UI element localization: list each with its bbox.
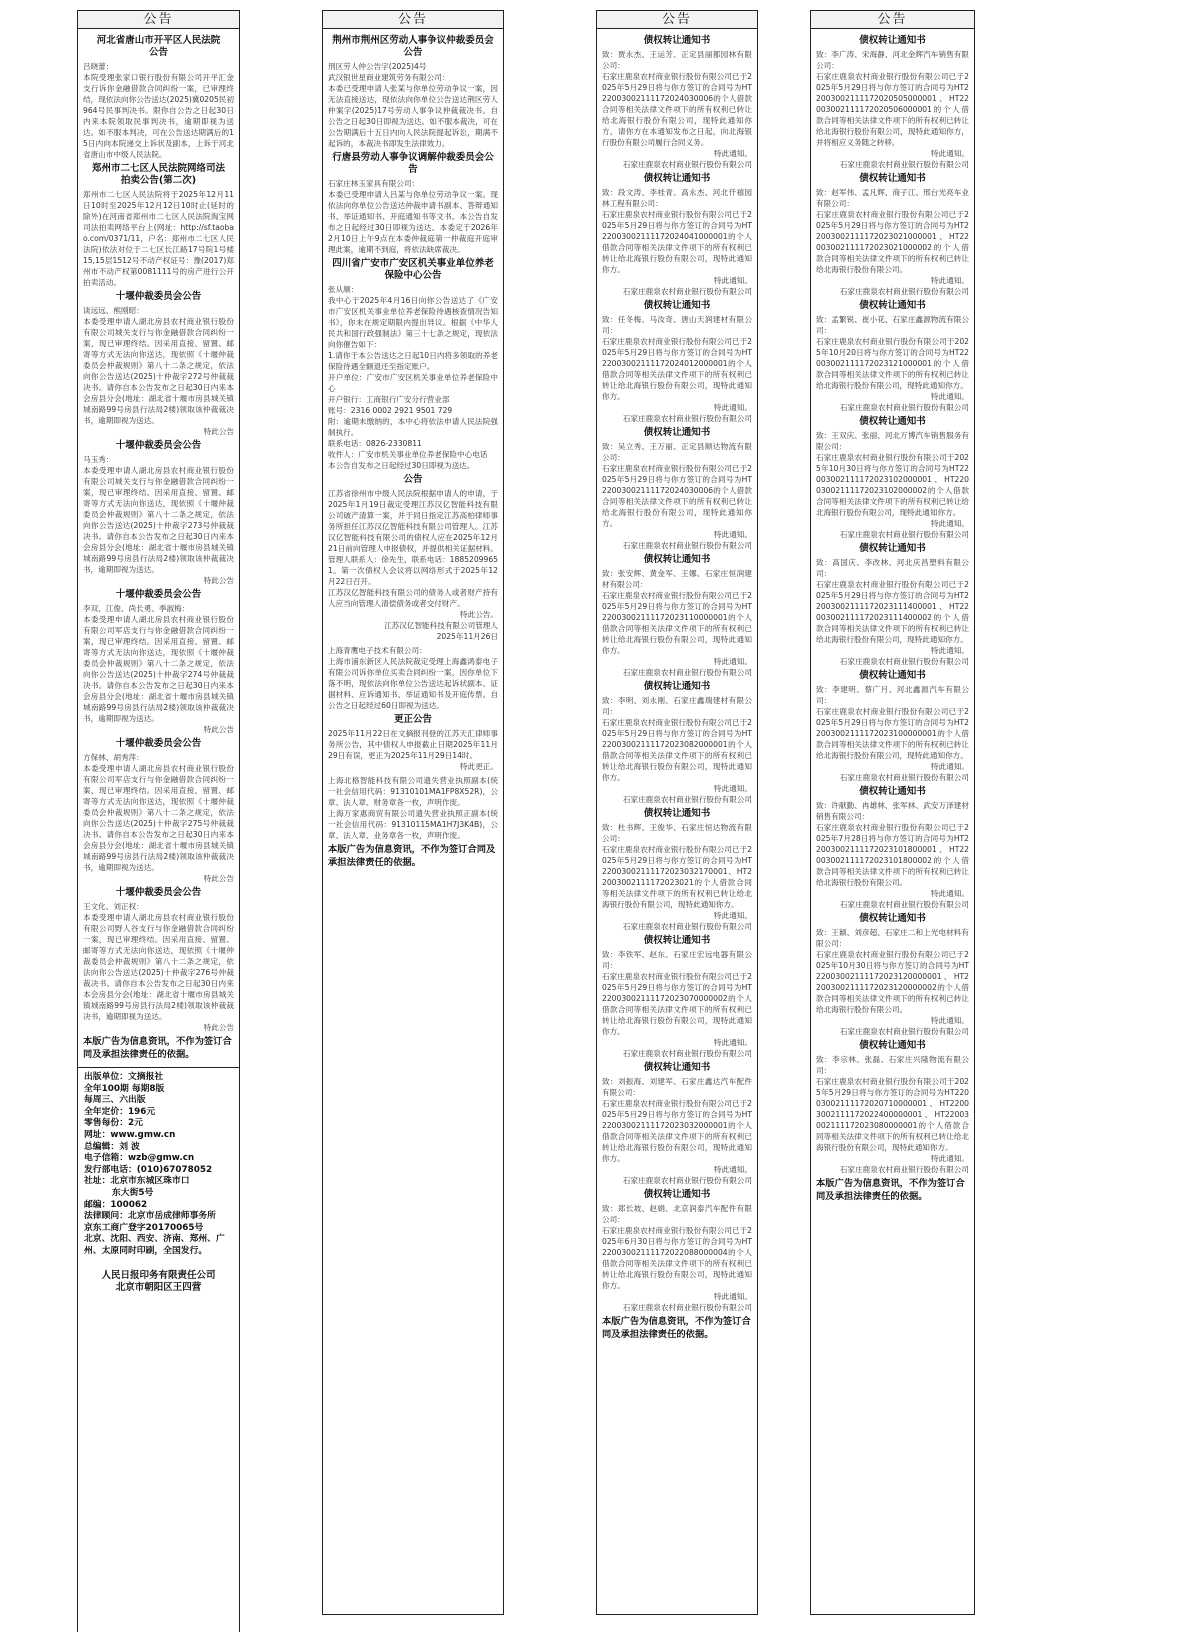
disclaimer: 本版广告为信息资讯，不作为签订合同及承担法律责任的依据。 — [83, 1036, 232, 1060]
notice-title: 债权转让通知书 — [643, 554, 711, 565]
notice-block — [816, 786, 969, 910]
notice-block — [328, 714, 498, 772]
notice-signature: 特此通知。 石家庄鹿泉农村商业银行股份有限公司 — [622, 1292, 752, 1312]
notice-body: 马玉秀： 本委受理申请人湖北房县农村商业银行股份有限公司城关支行与你金融借款合同纠纷一案，现已审理终结。因采用直接、留置、邮寄等方式无法向你送达，现依照《十堰仲裁委员会仲裁规则》第八十二条之规定，依法向你公告送达(2025)十仲裁字273号仲裁裁决书。请你自本公告发布之日起30日内来本会房县分会(地址：湖北省十堰市房县城关镇城南路99号房县行法局2楼)领取该仲裁裁决书，逾期即视为送达。 — [83, 455, 234, 574]
notice-title: 荆州市荆州区劳动人事争议仲裁委员会公告 — [332, 35, 494, 58]
notice-title: 债权转让通知书 — [643, 1062, 711, 1073]
notice-body: 致：郑长坡、赵娟、北京润泰汽车配件有限公司： 石家庄鹿泉农村商业银行股份有限公司已于2025年6月30日将与你方签订的合同号为HT22003002111172022088000004的个人借款合同等相关法律文件项下的所有权利已转让给北海银行股份有限公司，现特此通知你方。 — [602, 1204, 752, 1290]
notice-body: 2025年11月22日在文摘报刊登的江苏天汇律师事务所公告，其中债权人申报截止日期2025年11月29日有误，更正为2025年11月29日14时。 — [328, 729, 498, 760]
notice-signature: 特此通知。 石家庄鹿泉农村商业银行股份有限公司 — [622, 784, 752, 804]
notice-block — [328, 645, 498, 711]
notice-body: 致：李铁军、赵东、石家庄宏远电器有限公司： 石家庄鹿泉农村商业银行股份有限公司已于2025年5月29日将与你方签订的合同号为HT22003002111172023070000002的个人借款合同等相关法律文件项下的所有权利已转让给北海银行股份有限公司，现特此通知你方。 — [602, 950, 752, 1036]
notice-signature: 特此公告 — [203, 427, 234, 436]
notice-body: 致：孟繁锐、崔小花、石家庄鑫源物流有限公司： 石家庄鹿泉农村商业银行股份有限公司于2025年10月20日将与你方签订的合同号为HT22003002111172023121000001的个人借款合同等相关法律文件项下的所有权利已转让给北海银行股份有限公司，现特此通知你方。 — [816, 315, 969, 390]
notice-block — [83, 589, 234, 735]
notice-block — [83, 291, 234, 437]
notice-body: 谈远远、熊刚昭： 本委受理申请人湖北房县农村商业银行股份有限公司城关支行与你金融借款合同纠纷一案，现已审理终结。因采用直接、留置、邮寄等方式无法向你送达，现依照《十堰仲裁委员会仲裁规则》第八十二条之规定，依法向你公告送达(2025)十仲裁字272号仲裁裁决书。请你自本公告发布之日起30日内来本会房县分会(地址：湖北省十堰市房县城关镇城南路99号房县行法局2楼)领取该仲裁裁决书，逾期即视为送达。 — [83, 306, 234, 425]
notice-signature: 特此公告 — [203, 725, 234, 734]
column-body — [78, 29, 239, 1294]
notice-signature: 特此通知。 石家庄鹿泉农村商业银行股份有限公司 — [622, 1038, 752, 1058]
column-body — [323, 29, 503, 869]
notice-list — [83, 35, 234, 1033]
notice-title: 行唐县劳动人事争议调解仲裁委员会公告 — [332, 152, 494, 175]
notice-block — [83, 738, 234, 884]
notice-block — [816, 416, 969, 540]
notice-title: 债权转让通知书 — [859, 670, 926, 681]
notice-title: 四川省广安市广安区机关事业单位养老保险中心公告 — [332, 258, 494, 281]
notice-signature: 特此通知。 石家庄鹿泉农村商业银行股份有限公司 — [622, 657, 752, 677]
notice-block — [816, 913, 969, 1037]
notice-signature: 特此通知。 石家庄鹿泉农村商业银行股份有限公司 — [839, 646, 969, 666]
notice-body: 致：杜书辉、王俊华、石家庄恒达物流有限公司： 石家庄鹿泉农村商业银行股份有限公司已于2025年5月29日将与你方签订的合同号为HT22003002111172023032170001、HT22003002111172023021的个人借款合同等相关法律文件项下的所有权利已转让给北海银行股份有限公司，现特此通知你方。 — [602, 823, 752, 909]
notice-body: 致：李明、刘永刚、石家庄鑫瑞建材有限公司： 石家庄鹿泉农村商业银行股份有限公司已于2025年5月29日将与你方签订的合同号为HT22003002111172023082000001的个人借款合同等相关法律文件项下的所有权利已转让给北海银行股份有限公司，现特此通知你方。 — [602, 696, 752, 782]
notice-title: 河北省唐山市开平区人民法院 公告 — [96, 35, 221, 58]
notice-signature: 特此更正。 — [460, 762, 498, 771]
notice-block — [602, 554, 752, 678]
imprint-line: 总编辑：刘 波 — [84, 1141, 140, 1152]
notice-body: 吕晓蕾： 本院受理张家口银行股份有限公司开平汇金支行诉你金融借款合同纠纷一案，已审理终结，现依法向你公告送达(2025)冀0205民初964号民事判决书。限你自公告之日起30日内来本院领取民事判决书，逾期即视为送达。如不服本判决，可在公告送达期满后的15日内向本院递交上诉状及副本，上诉于河北省唐山市中级人民法院。 — [83, 62, 234, 159]
notice-title: 债权转让通知书 — [643, 808, 711, 819]
notice-list — [328, 35, 498, 841]
notice-block — [602, 35, 752, 170]
notice-title: 债权转让通知书 — [859, 1040, 926, 1051]
imprint-line: 每周三、六出版 — [84, 1095, 146, 1106]
notice-title: 十堰仲裁委员会公告 — [115, 440, 202, 451]
printer-footer: 人民日报印务有限责任公司 北京市朝阳区王四营 — [101, 1269, 216, 1293]
notice-list — [602, 35, 752, 1313]
notice-body: 致：李广涛、宋海静、河北金辉汽车销售有限公司： 石家庄鹿泉农村商业银行股份有限公司已于2025年5月29日将与你方签订的合同号为HT22003002111172020505000001、HT22003002111172020506000001的个人借款合同等相关法律文件项下的所有权利已转让给北海银行股份有限公司，现特此通知你方，并将相应义务随之转移。 — [816, 50, 969, 147]
notice-body: 致：许献勤、冉雄林、张军林、武安万泽建材销售有限公司： 石家庄鹿泉农村商业银行股份有限公司已于2025年7月28日将与你方签订的合同号为HT22003002111172023101800001、HT22003002111172023101800002的个人借款合同等相关法律文件项下的所有权利已转让给北海银行股份有限公司。 — [816, 801, 969, 887]
notice-body: 刑区劳人仲公告字(2025)4号 武汉银世星商业建筑劳务有限公司： 本委已受理申请人张某与你单位劳动争议一案，因无法直接送达，现依法向你单位公告送达荆区劳人仲案字(2025)17号劳动人事争议仲裁裁决书。自公告之日起30日即视为送达。如不服本裁决，可在公告期满后十五日内向人民法院提起诉讼，期满不起诉的，本裁决书即发生法律效力。 — [328, 62, 498, 148]
notice-block — [816, 300, 969, 413]
notice-block — [816, 543, 969, 667]
notice-body: 方保林、胡秀萍： 本委受理申请人湖北房县农村商业银行股份有限公司军店支行与你金融借款合同纠纷一案，现已审理终结。因采用直接、留置、邮寄等方式无法向你送达，现依照《十堰仲裁委员会仲裁规则》第八十二条之规定，依法向你公告送达(2025)十仲裁字275号仲裁裁决书。请你自本公告发布之日起30日内来本会房县分会(地址：湖北省十堰市房县城关镇城南路99号房县行法局2楼)领取该仲裁裁决书，逾期即视为送达。 — [83, 753, 234, 872]
notice-block — [602, 681, 752, 805]
notice-block — [602, 1062, 752, 1186]
notice-block — [83, 163, 234, 288]
notice-title: 债权转让通知书 — [859, 35, 926, 46]
notice-body: 致：吴立秀、王万丽、正定县顺达物流有限公司： 石家庄鹿泉农村商业银行股份有限公司已于2025年5月29日将与你方签订的合同号为HT22003002111172024030006的个人借款合同等相关法律文件项下的所有权利已转让给北海银行股份有限公司，现特此通知你方。 — [602, 442, 752, 528]
notice-title: 郑州市二七区人民法院网络司法 拍卖公告(第二次) — [91, 163, 225, 186]
column-header: 公告 — [323, 11, 503, 29]
notice-body: 上海青鹰电子技术有限公司： 上海市浦东新区人民法院裁定受理上海鑫鸿泰电子有限公司诉你单位买卖合同纠纷一案，因你单位下落不明，现依法向你单位公告送达起诉状副本、证据材料、应诉通知书、举证通知书及开庭传票。自公告之日起经过60日即视为送达。 — [328, 646, 498, 710]
notice-body: 致：任冬梅、马汝奇、唐山天润建材有限公司： 石家庄鹿泉农村商业银行股份有限公司已于2025年5月29日将与你方签订的合同号为HT22003002111172024012000001的个人借款合同等相关法律文件项下的所有权利已转让给北海银行股份有限公司，现特此通知你方。 — [602, 315, 752, 401]
notice-block — [602, 173, 752, 297]
imprint-line: 法律顾问：北京市岳成律师事务所 — [84, 1211, 216, 1222]
notice-column-2 — [322, 10, 504, 1615]
imprint-line: 发行部电话：(010)67078052 — [84, 1164, 213, 1175]
notice-body: 致：刘振海、刘建军、石家庄鑫达汽车配件有限公司： 石家庄鹿泉农村商业银行股份有限公司已于2025年5月29日将与你方签订的合同号为HT22003002111172023032000001的个人借款合同等相关法律文件项下的所有权利已转让给北海银行股份有限公司，现特此通知你方。 — [602, 1077, 752, 1163]
notice-title: 债权转让通知书 — [643, 681, 711, 692]
notice-block — [816, 670, 969, 783]
notice-body: 致：段文涛、李桂青、高永杰、河北仟禧园林工程有限公司： 石家庄鹿泉农村商业银行股份有限公司已于2025年5月29日将与你方签订的合同号为HT22003002111172024041000001的个人借款合同等相关法律文件项下的所有权利已转让给北海银行股份有限公司，现特此通知你方。 — [602, 188, 752, 274]
imprint-line: 北京、沈阳、西安、济南、郑州、广州、太原同时印刷，全国发行。 — [84, 1234, 225, 1256]
notice-signature: 特此通知。 石家庄鹿泉农村商业银行股份有限公司 — [839, 149, 969, 169]
notice-block — [602, 427, 752, 551]
notice-title: 十堰仲裁委员会公告 — [115, 887, 202, 898]
imprint-line: 电子信箱：wzb@gmw.cn — [84, 1153, 195, 1164]
imprint-line: 社址：北京市东城区珠市口 — [84, 1176, 190, 1187]
notice-block — [602, 808, 752, 932]
publisher-imprint — [78, 1067, 239, 1262]
notice-title: 债权转让通知书 — [859, 416, 926, 427]
notice-signature: 特此通知。 石家庄鹿泉农村商业银行股份有限公司 — [839, 889, 969, 909]
column-body — [597, 29, 757, 1341]
notice-signature: 特此通知。 石家庄鹿泉农村商业银行股份有限公司 — [839, 392, 969, 412]
column-header: 公告 — [597, 11, 757, 29]
notice-block — [83, 887, 234, 1033]
notice-signature: 特此通知。 石家庄鹿泉农村商业银行股份有限公司 — [839, 762, 969, 782]
notice-signature: 特此通知。 石家庄鹿泉农村商业银行股份有限公司 — [839, 1016, 969, 1036]
notice-signature: 特此通知。 石家庄鹿泉农村商业银行股份有限公司 — [622, 530, 752, 550]
notice-title: 十堰仲裁委员会公告 — [115, 291, 202, 302]
notice-signature: 特此公告。 江苏汉亿智能科技有限公司管理人 2025年11月26日 — [384, 610, 498, 641]
notice-title: 债权转让通知书 — [859, 543, 926, 554]
notice-block — [602, 935, 752, 1059]
notice-body: 致：李宗林、张磊、石家庄兴隆物流有限公司： 石家庄鹿泉农村商业银行股份有限公司于2025年5月29日将与你方签订的合同号为HT22003002111172020710000001、HT22003002111172022400000001、HT22003002111172023080000001的个人借款合同等相关法律文件项下的所有权利已转让给北海银行股份有限公司，现特此通知你方。 — [816, 1055, 969, 1152]
notice-title: 债权转让通知书 — [859, 300, 926, 311]
notice-title: 债权转让通知书 — [643, 35, 711, 46]
column-body — [811, 29, 974, 1203]
notice-signature: 特此公告 — [203, 576, 234, 585]
notice-title: 十堰仲裁委员会公告 — [115, 738, 202, 749]
notice-signature: 特此通知。 石家庄鹿泉农村商业银行股份有限公司 — [839, 276, 969, 296]
notice-body: 致：赵军伟、孟凡辉、商子江、邢台光亮车业有限公司： 石家庄鹿泉农村商业银行股份有限公司已于2025年5月29日将与你方签订的合同号为HT22003002111172023021000001、HT22003002111172023021000002的个人借款合同等相关法律文件项下的所有权利已转让给北海银行股份有限公司。 — [816, 188, 969, 274]
notice-body: 上海万家惠商贸有限公司遗失营业执照正副本(统一社会信用代码：91310115MA1H7J3K4B)，公章、法人章、业务章各一枚，声明作废。 — [328, 809, 498, 840]
notice-signature: 特此通知。 石家庄鹿泉农村商业银行股份有限公司 — [622, 149, 752, 169]
imprint-line: 零售每份：2元 — [84, 1118, 143, 1129]
column-header: 公告 — [811, 11, 974, 29]
notice-block — [328, 474, 498, 642]
notice-signature: 特此通知。 石家庄鹿泉农村商业银行股份有限公司 — [622, 276, 752, 296]
notice-title: 债权转让通知书 — [643, 173, 711, 184]
notice-body: 张从顺： 我中心于2025年4月16日向你公告送达了《广安市广安区机关事业单位养老保险待遇核查情况告知书》，你未在规定期限内提出异议。根据《中华人民共和国行政强制法》第三十七条之规定，现依法向你催告如下： 1.请你于本公告送达之日起10日内将多领取的养老保险待遇全额退还至指定账户。 开户单位：广安市广安区机关事业单位养老保险中心 开户银行：工商银行广安分行营业部 账号：2316 0002 2921 9501 729 附：逾期未缴纳的，本中心将依法申请人民法院强制执行。 联系电话：0826-2330811 收件人：广安市机关事业单位养老保险中心电话 本公告自发布之日起经过30日即视为送达。 — [328, 285, 498, 470]
imprint-line: 出版单位：文摘报社 — [84, 1072, 164, 1082]
notice-block — [328, 258, 498, 471]
imprint-line: 邮编：100062 — [84, 1199, 148, 1210]
disclaimer: 本版广告为信息资讯，不作为签订合同及承担法律责任的依据。 — [816, 1178, 965, 1202]
notice-body: 致：贾永杰、王运芳、正定县丽都园林有限公司： 石家庄鹿泉农村商业银行股份有限公司已于2025年5月29日将与你方签订的合同号为HT22003002111172024030006的个人借款合同等相关法律文件项下的所有权利已转让给北海银行股份有限公司，现特此通知你方，请你方在本通知发布之日起，向北海银行股份有限公司履行合同义务。 — [602, 50, 752, 147]
notice-block — [816, 1040, 969, 1175]
notice-title: 债权转让通知书 — [859, 786, 926, 797]
notice-block — [328, 808, 498, 841]
notice-block — [602, 1189, 752, 1313]
notice-body: 致：李建明、蔡广月、河北鑫源汽车有限公司： 石家庄鹿泉农村商业银行股份有限公司已于2025年5月29日将与你方签订的合同号为HT22003002111172023100000001的个人借款合同等相关法律文件项下的所有权利已转让给北海银行股份有限公司，现特此通知你方。 — [816, 685, 969, 760]
notice-title: 公告 — [403, 474, 423, 485]
notice-column-1 — [77, 10, 240, 1632]
notice-title: 债权转让通知书 — [859, 913, 926, 924]
notice-title: 债权转让通知书 — [643, 1189, 711, 1200]
imprint-line: 全年100期 每期8版 — [84, 1083, 165, 1094]
notice-body: 王文化、刘正权： 本委受理申请人湖北房县农村商业银行股份有限公司野人谷支行与你金融借款合同纠纷一案，现已审理终结。因采用直接、留置、邮寄等方式无法向你送达，现依照《十堰仲裁委员会仲裁规则》第八十二条之规定，依法向你公告送达(2025)十仲裁字276号仲裁裁决书。请你自本公告发布之日起30日内来本会房县分会(地址：湖北省十堰市房县城关镇城南路99号房县行法局2楼)领取该仲裁裁决书，逾期即视为送达。 — [83, 902, 234, 1021]
notice-block — [328, 775, 498, 808]
notice-block — [83, 35, 234, 160]
notice-signature: 特此公告 — [203, 1023, 234, 1032]
notice-list — [816, 35, 969, 1175]
notice-block — [602, 300, 752, 424]
notice-body: 郑州市二七区人民法院将于2025年12月11日10时至2025年12月12日10时止(延时的除外)在河南省郑州市二七区人民法院淘宝网司法拍卖网络平台上(网址：http://sf.taobao.com/0371/11，户名：郑州市二七区人民法院)依法对位于二七区长江路17号院1号楼15,15层1512号不动产权证号：豫(2017)郑州市不动产权第0081111号的房产进行公开拍卖活动。 — [83, 190, 234, 287]
imprint-line: 东大街5号 — [112, 1187, 154, 1198]
disclaimer: 本版广告为信息资讯，不作为签订合同及承担法律责任的依据。 — [328, 844, 496, 868]
notice-block — [328, 35, 498, 149]
notice-body: 石家庄林玉家具有限公司： 本委已受理申请人吕某与你单位劳动争议一案。现依法向你单位公告送达仲裁申请书副本、答辩通知书、举证通知书、开庭通知书等文书。本公告自发布之日起经过30日即视为送达。本委定于2026年2月10日上午9点在本委仲裁庭第一仲裁庭开庭审理此案，逾期不到庭，将依法缺席裁决。 — [328, 179, 498, 254]
notice-title: 债权转让通知书 — [643, 935, 711, 946]
notice-body: 致：高国庆、李改林、河北庆昌塑料有限公司： 石家庄鹿泉农村商业银行股份有限公司已于2025年5月29日将与你方签订的合同号为HT22003002111172023111400001、HT22003002111172023111400002的个人借款合同等相关法律文件项下的所有权利已转让给北海银行股份有限公司，现特此通知你方。 — [816, 558, 969, 644]
notice-signature: 特此通知。 石家庄鹿泉农村商业银行股份有限公司 — [622, 1165, 752, 1185]
notice-block — [816, 35, 969, 170]
notice-title: 更正公告 — [393, 714, 432, 725]
notice-column-3 — [596, 10, 758, 1615]
notice-signature: 特此通知。 石家庄鹿泉农村商业银行股份有限公司 — [839, 1154, 969, 1174]
notice-block — [328, 152, 498, 255]
notice-title: 债权转让通知书 — [643, 427, 711, 438]
notice-title: 债权转让通知书 — [859, 173, 926, 184]
notice-body: 致：张安辉、黄金军、王娜、石家庄恒润建材有限公司： 石家庄鹿泉农村商业银行股份有限公司已于2025年5月29日将与你方签订的合同号为HT22003002111172023110000001的个人借款合同等相关法律文件项下的所有权利已转让给北海银行股份有限公司，现特此通知你方。 — [602, 569, 752, 655]
imprint-line: 网址：www.gmw.cn — [84, 1129, 176, 1140]
imprint-line: 全年定价：196元 — [84, 1106, 156, 1117]
column-header: 公告 — [78, 11, 239, 29]
notice-body: 致：王双庆、张丽、河北万博汽车销售服务有限公司： 石家庄鹿泉农村商业银行股份有限公司于2025年10月30日将与你方签订的合同号为HT22003002111172023102000001、HT22003002111172023102000002的个人借款合同等相关法律文件项下的所有权利已转让给北海银行股份有限公司，现特此通知你方。 — [816, 431, 969, 517]
notice-block — [816, 173, 969, 297]
notice-title: 债权转让通知书 — [643, 300, 711, 311]
notice-title: 十堰仲裁委员会公告 — [115, 589, 202, 600]
notice-body: 李双、江俊、尚长勇、季淑梅： 本委受理申请人湖北房县农村商业银行股份有限公司军店支行与你金融借款合同纠纷一案，现已审理终结。因采用直接、留置、邮寄等方式无法向你送达，现依照《十堰仲裁委员会仲裁规则》第八十二条之规定，依法向你公告送达(2025)十仲裁字274号仲裁裁决书。请你自本公告发布之日起30日内来本会房县分会(地址：湖北省十堰市房县城关镇城南路99号房县行法局2楼)领取该仲裁裁决书，逾期即视为送达。 — [83, 604, 234, 723]
notice-body: 上海北格智能科技有限公司遗失营业执照副本(统一社会信用代码：91310101MA1FP8X52R)，公章、法人章、财务章各一枚，声明作废。 — [328, 776, 498, 807]
notice-signature: 特此公告 — [203, 874, 234, 883]
notice-body: 致：王颖、刘彦超、石家庄二和上光电材料有限公司： 石家庄鹿泉农村商业银行股份有限公司已于2025年10月30日将与你方签订的合同号为HT22003002111172023120000001、HT22003002111172023120000002的个人借款合同等相关法律文件项下的所有权利已转让给北海银行股份有限公司。 — [816, 928, 969, 1014]
notice-block — [83, 440, 234, 586]
notice-signature: 特此通知。 石家庄鹿泉农村商业银行股份有限公司 — [622, 403, 752, 423]
notice-column-4 — [810, 10, 975, 1615]
disclaimer: 本版广告为信息资讯，不作为签订合同及承担法律责任的依据。 — [602, 1316, 751, 1340]
imprint-line: 京东工商广登字20170065号 — [84, 1222, 204, 1233]
notice-signature: 特此通知。 石家庄鹿泉农村商业银行股份有限公司 — [622, 911, 752, 931]
notice-body: 江苏省徐州市中级人民法院根据申请人的申请，于2025年1月19日裁定受理江苏汉亿智能科技有限公司破产清算一案，并于同日指定江苏高柏律师事务所担任江苏汉亿智能科技有限公司管理人。江苏汉亿智能科技有限公司的债权人应在2025年12月21日前向管理人申报债权，并提供相关证据材料。管理人联系人：徐先生，联系电话：18852099651。第一次债权人会议将以网络形式于2025年12月22日召开。 江苏汉亿智能科技有限公司的债务人或者财产持有人应当向管理人清偿债务或者交付财产。 — [328, 489, 498, 608]
notice-signature: 特此通知。 石家庄鹿泉农村商业银行股份有限公司 — [839, 519, 969, 539]
